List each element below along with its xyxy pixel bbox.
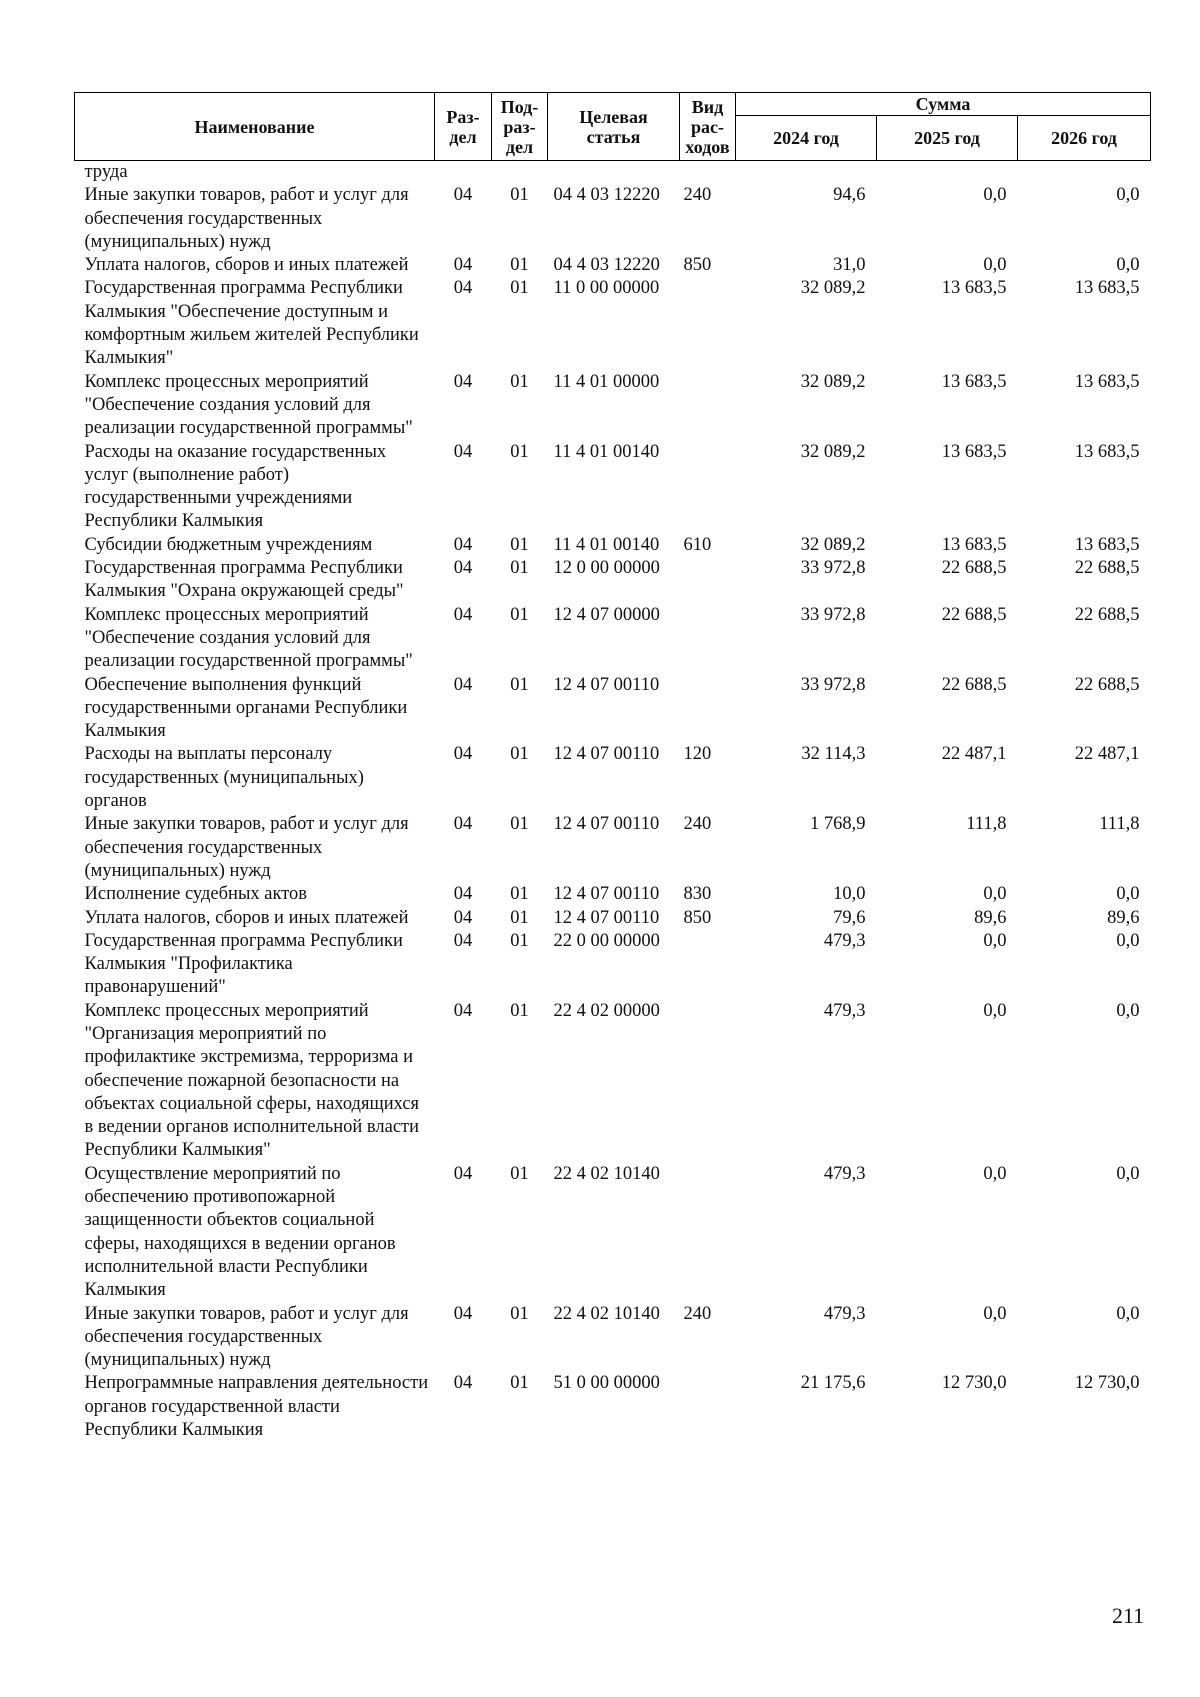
row-razdel: 04 — [453, 255, 473, 276]
header-vid: Вид рас- ходов — [680, 93, 736, 161]
row-razdel: 04 — [453, 744, 473, 765]
row-vid — [680, 371, 736, 441]
table-row — [75, 674, 1151, 744]
row-sum-2024: 79,6 — [833, 907, 866, 928]
row-sum-2024: 33 972,8 — [800, 674, 866, 695]
row-podrazdel: 01 — [510, 371, 529, 392]
row-podrazdel: 01 — [510, 278, 529, 299]
row-target: 51 0 00 00000 — [553, 1373, 660, 1394]
row-vid — [680, 277, 736, 370]
row-razdel: 04 — [453, 1303, 473, 1324]
row-name: Государственная программа Республики Калмыкия "Охрана окружающей среды" — [84, 558, 404, 602]
row-sum-2026: 89,6 — [1107, 907, 1140, 928]
row-sum-2025: 13 683,5 — [941, 534, 1007, 555]
row-vid: 240 — [683, 185, 712, 206]
row-target: 22 4 02 10140 — [553, 1163, 660, 1184]
row-name: труда — [84, 162, 128, 182]
row-sum-2025 — [877, 161, 1018, 185]
row-podrazdel: 01 — [510, 185, 529, 206]
row-sum-2026: 12 730,0 — [1074, 1373, 1140, 1394]
row-sum-2024: 32 114,3 — [801, 744, 866, 765]
row-razdel: 04 — [453, 534, 473, 555]
row-sum-2025: 0,0 — [983, 185, 1007, 206]
row-podrazdel: 01 — [510, 558, 529, 579]
table-row — [75, 604, 1151, 674]
row-name: Комплекс процессных мероприятий "Обеспечение создания условий для реализации государственной программы" — [84, 371, 413, 439]
row-podrazdel: 01 — [510, 674, 529, 695]
row-sum-2024: 32 089,2 — [800, 441, 866, 462]
row-sum-2026: 22 688,5 — [1074, 604, 1140, 625]
row-vid: 610 — [683, 534, 712, 555]
row-sum-2026: 13 683,5 — [1074, 441, 1140, 462]
row-sum-2026: 0,0 — [1116, 185, 1140, 206]
row-razdel: 04 — [453, 907, 473, 928]
row-name: Комплекс процессных мероприятий "Организация мероприятий по профилактике экстремизма, терроризма и обеспечение пожарной безопасности на объектах социальной сферы, находящихся в ведении органов исполнительной власти Республики Калмыкия" — [84, 1000, 420, 1161]
row-sum-2026: 13 683,5 — [1074, 534, 1140, 555]
row-sum-2025: 0,0 — [983, 930, 1007, 951]
row-target: 12 4 07 00110 — [553, 907, 660, 928]
row-vid — [680, 930, 736, 1000]
row-target: 22 4 02 10140 — [553, 1303, 660, 1324]
row-sum-2024 — [736, 161, 877, 185]
row-vid: 850 — [683, 255, 712, 276]
row-sum-2025: 22 688,5 — [941, 604, 1007, 625]
row-razdel: 04 — [453, 1373, 473, 1394]
row-target — [548, 161, 680, 185]
row-target: 12 4 07 00110 — [553, 674, 660, 695]
row-sum-2024: 32 089,2 — [800, 371, 866, 392]
row-podrazdel: 01 — [510, 255, 529, 276]
row-name: Уплата налогов, сборов и иных платежей — [84, 907, 409, 928]
row-name: Исполнение судебных актов — [84, 884, 308, 905]
row-vid: 830 — [683, 884, 712, 905]
row-razdel: 04 — [453, 1163, 473, 1184]
row-vid — [680, 674, 736, 744]
header-sum: Сумма — [736, 93, 1151, 116]
row-name: Субсидии бюджетным учреждениям — [84, 534, 373, 555]
row-razdel: 04 — [453, 441, 473, 462]
row-target: 22 0 00 00000 — [553, 930, 660, 951]
row-sum-2026: 13 683,5 — [1074, 278, 1140, 299]
row-razdel: 04 — [453, 371, 473, 392]
header-year-2024: 2024 год — [736, 116, 877, 161]
header-target: Целевая статья — [548, 93, 680, 161]
row-name: Расходы на выплаты персоналу государственных (муниципальных) органов — [84, 744, 364, 812]
row-vid — [680, 557, 736, 604]
row-vid — [680, 604, 736, 674]
page-number: 211 — [1112, 1603, 1145, 1628]
row-sum-2024: 31,0 — [833, 255, 866, 276]
table-row — [75, 161, 1151, 185]
row-razdel: 04 — [453, 1000, 473, 1021]
row-sum-2024: 94,6 — [833, 185, 866, 206]
row-sum-2025: 0,0 — [983, 255, 1007, 276]
row-target: 11 0 00 00000 — [553, 278, 660, 299]
row-podrazdel: 01 — [510, 907, 529, 928]
row-vid: 240 — [683, 1303, 712, 1324]
row-sum-2024: 21 175,6 — [800, 1373, 866, 1394]
row-sum-2026: 13 683,5 — [1074, 371, 1140, 392]
row-podrazdel: 01 — [510, 744, 529, 765]
table-body — [75, 161, 1151, 1443]
row-sum-2024: 33 972,8 — [800, 604, 866, 625]
row-razdel: 04 — [453, 558, 473, 579]
row-target: 12 4 07 00110 — [553, 814, 660, 835]
row-name: Уплата налогов, сборов и иных платежей — [84, 255, 409, 276]
row-podrazdel — [492, 161, 548, 185]
row-sum-2025: 89,6 — [974, 907, 1007, 928]
row-sum-2024: 479,3 — [823, 1163, 866, 1184]
row-vid: 850 — [683, 907, 712, 928]
row-sum-2025: 0,0 — [983, 1000, 1007, 1021]
row-name: Иные закупки товаров, работ и услуг для обеспечения государственных (муниципальных) нужд — [84, 814, 409, 881]
table-row — [75, 1303, 1151, 1373]
table-row — [75, 1372, 1151, 1442]
row-target: 22 4 02 00000 — [553, 1000, 660, 1021]
row-name: Комплекс процессных мероприятий "Обеспечение создания условий для реализации государственной программы" — [84, 604, 413, 672]
row-razdel — [435, 161, 492, 185]
table-row — [75, 743, 1151, 813]
row-sum-2026: 0,0 — [1116, 884, 1140, 905]
row-name: Иные закупки товаров, работ и услуг для обеспечения государственных (муниципальных) нужд — [84, 1303, 409, 1371]
header-razdel: Раз- дел — [435, 93, 492, 161]
row-sum-2026: 0,0 — [1116, 1303, 1140, 1324]
row-podrazdel: 01 — [510, 1303, 529, 1324]
row-sum-2026: 0,0 — [1116, 930, 1140, 951]
document-page — [74, 92, 1150, 1442]
row-target: 04 4 03 12220 — [553, 185, 660, 206]
row-vid: 240 — [683, 814, 712, 835]
row-razdel: 04 — [453, 814, 473, 835]
row-razdel: 04 — [453, 674, 473, 695]
row-sum-2024: 10,0 — [833, 884, 866, 905]
row-podrazdel: 01 — [510, 441, 529, 462]
row-sum-2025: 0,0 — [983, 884, 1007, 905]
row-razdel: 04 — [453, 884, 473, 905]
row-target: 11 4 01 00140 — [553, 534, 660, 555]
row-sum-2024: 1 768,9 — [810, 814, 866, 835]
table-row — [75, 907, 1151, 930]
row-sum-2025: 12 730,0 — [941, 1373, 1007, 1394]
row-sum-2025: 13 683,5 — [941, 371, 1007, 392]
row-podrazdel: 01 — [510, 930, 529, 951]
row-target: 11 4 01 00000 — [553, 371, 660, 392]
row-target: 12 0 00 00000 — [553, 558, 660, 579]
row-sum-2026: 22 487,1 — [1074, 744, 1140, 765]
row-podrazdel: 01 — [510, 534, 529, 555]
row-podrazdel: 01 — [510, 604, 529, 625]
row-name: Осуществление мероприятий по обеспечению противопожарной защищенности объектов социальной сферы, находящихся в ведении органов исполнительной власти Республики Калмыкия — [84, 1163, 396, 1301]
budget-table — [74, 92, 1151, 1442]
row-razdel: 04 — [453, 604, 473, 625]
row-name: Расходы на оказание государственных услуг (выполнение работ) государственными учреждениями Республики Калмыкия — [84, 441, 387, 532]
row-podrazdel: 01 — [510, 884, 529, 905]
row-target: 12 4 07 00110 — [553, 884, 660, 905]
header-podrazdel: Под- раз- дел — [492, 93, 548, 161]
row-sum-2026 — [1018, 161, 1151, 185]
table-row — [75, 371, 1151, 441]
row-sum-2026: 111,8 — [1099, 814, 1140, 835]
row-sum-2025: 13 683,5 — [941, 278, 1007, 299]
row-podrazdel: 01 — [510, 1000, 529, 1021]
header-year-2026: 2026 год — [1018, 116, 1151, 161]
table-row — [75, 441, 1151, 534]
row-vid — [680, 1000, 736, 1163]
row-podrazdel: 01 — [510, 1163, 529, 1184]
row-name: Государственная программа Республики Калмыкия "Обеспечение доступным и комфортным жильем жителей Республики Калмыкия" — [84, 278, 419, 369]
row-sum-2024: 479,3 — [823, 1303, 866, 1324]
row-target: 04 4 03 12220 — [553, 255, 660, 276]
row-sum-2025: 22 688,5 — [941, 674, 1007, 695]
row-vid — [680, 441, 736, 534]
row-name: Иные закупки товаров, работ и услуг для обеспечения государственных (муниципальных) нужд — [84, 185, 409, 252]
table-row — [75, 1163, 1151, 1303]
row-sum-2024: 33 972,8 — [800, 558, 866, 579]
row-sum-2025: 0,0 — [983, 1303, 1007, 1324]
row-name: Непрограммные направления деятельности органов государственной власти Республики Калмыкия — [84, 1373, 429, 1441]
row-sum-2026: 22 688,5 — [1074, 558, 1140, 579]
row-podrazdel: 01 — [510, 1373, 529, 1394]
table-row — [75, 254, 1151, 277]
row-sum-2026: 0,0 — [1116, 1000, 1140, 1021]
row-vid — [680, 161, 736, 185]
row-sum-2024: 32 089,2 — [800, 534, 866, 555]
row-name: Обеспечение выполнения функций государственными органами Республики Калмыкия — [84, 674, 408, 742]
row-vid — [680, 1372, 736, 1442]
row-sum-2024: 32 089,2 — [800, 278, 866, 299]
table-header — [75, 93, 1151, 161]
row-name: Государственная программа Республики Калмыкия "Профилактика правонарушений" — [84, 930, 403, 998]
row-vid — [680, 1163, 736, 1303]
row-razdel: 04 — [453, 930, 473, 951]
row-sum-2025: 22 688,5 — [941, 558, 1007, 579]
row-sum-2026: 0,0 — [1116, 255, 1140, 276]
row-sum-2024: 479,3 — [823, 1000, 866, 1021]
table-row — [75, 277, 1151, 370]
row-sum-2024: 479,3 — [823, 930, 866, 951]
table-row — [75, 930, 1151, 1000]
row-sum-2025: 13 683,5 — [941, 441, 1007, 462]
row-razdel: 04 — [453, 278, 473, 299]
row-podrazdel: 01 — [510, 814, 529, 835]
row-target: 12 4 07 00110 — [553, 744, 660, 765]
row-sum-2025: 22 487,1 — [941, 744, 1007, 765]
table-row — [75, 813, 1151, 883]
table-row — [75, 1000, 1151, 1163]
row-sum-2025: 111,8 — [966, 814, 1007, 835]
header-name: Наименование — [75, 93, 435, 161]
row-target: 12 4 07 00000 — [553, 604, 660, 625]
row-sum-2026: 22 688,5 — [1074, 674, 1140, 695]
row-sum-2026: 0,0 — [1116, 1163, 1140, 1184]
header-year-2025: 2025 год — [877, 116, 1018, 161]
row-vid: 120 — [683, 744, 712, 765]
table-row — [75, 534, 1151, 557]
row-razdel: 04 — [453, 185, 473, 206]
row-sum-2025: 0,0 — [983, 1163, 1007, 1184]
table-row — [75, 883, 1151, 906]
row-target: 11 4 01 00140 — [553, 441, 660, 462]
table-row — [75, 184, 1151, 254]
table-row — [75, 557, 1151, 604]
